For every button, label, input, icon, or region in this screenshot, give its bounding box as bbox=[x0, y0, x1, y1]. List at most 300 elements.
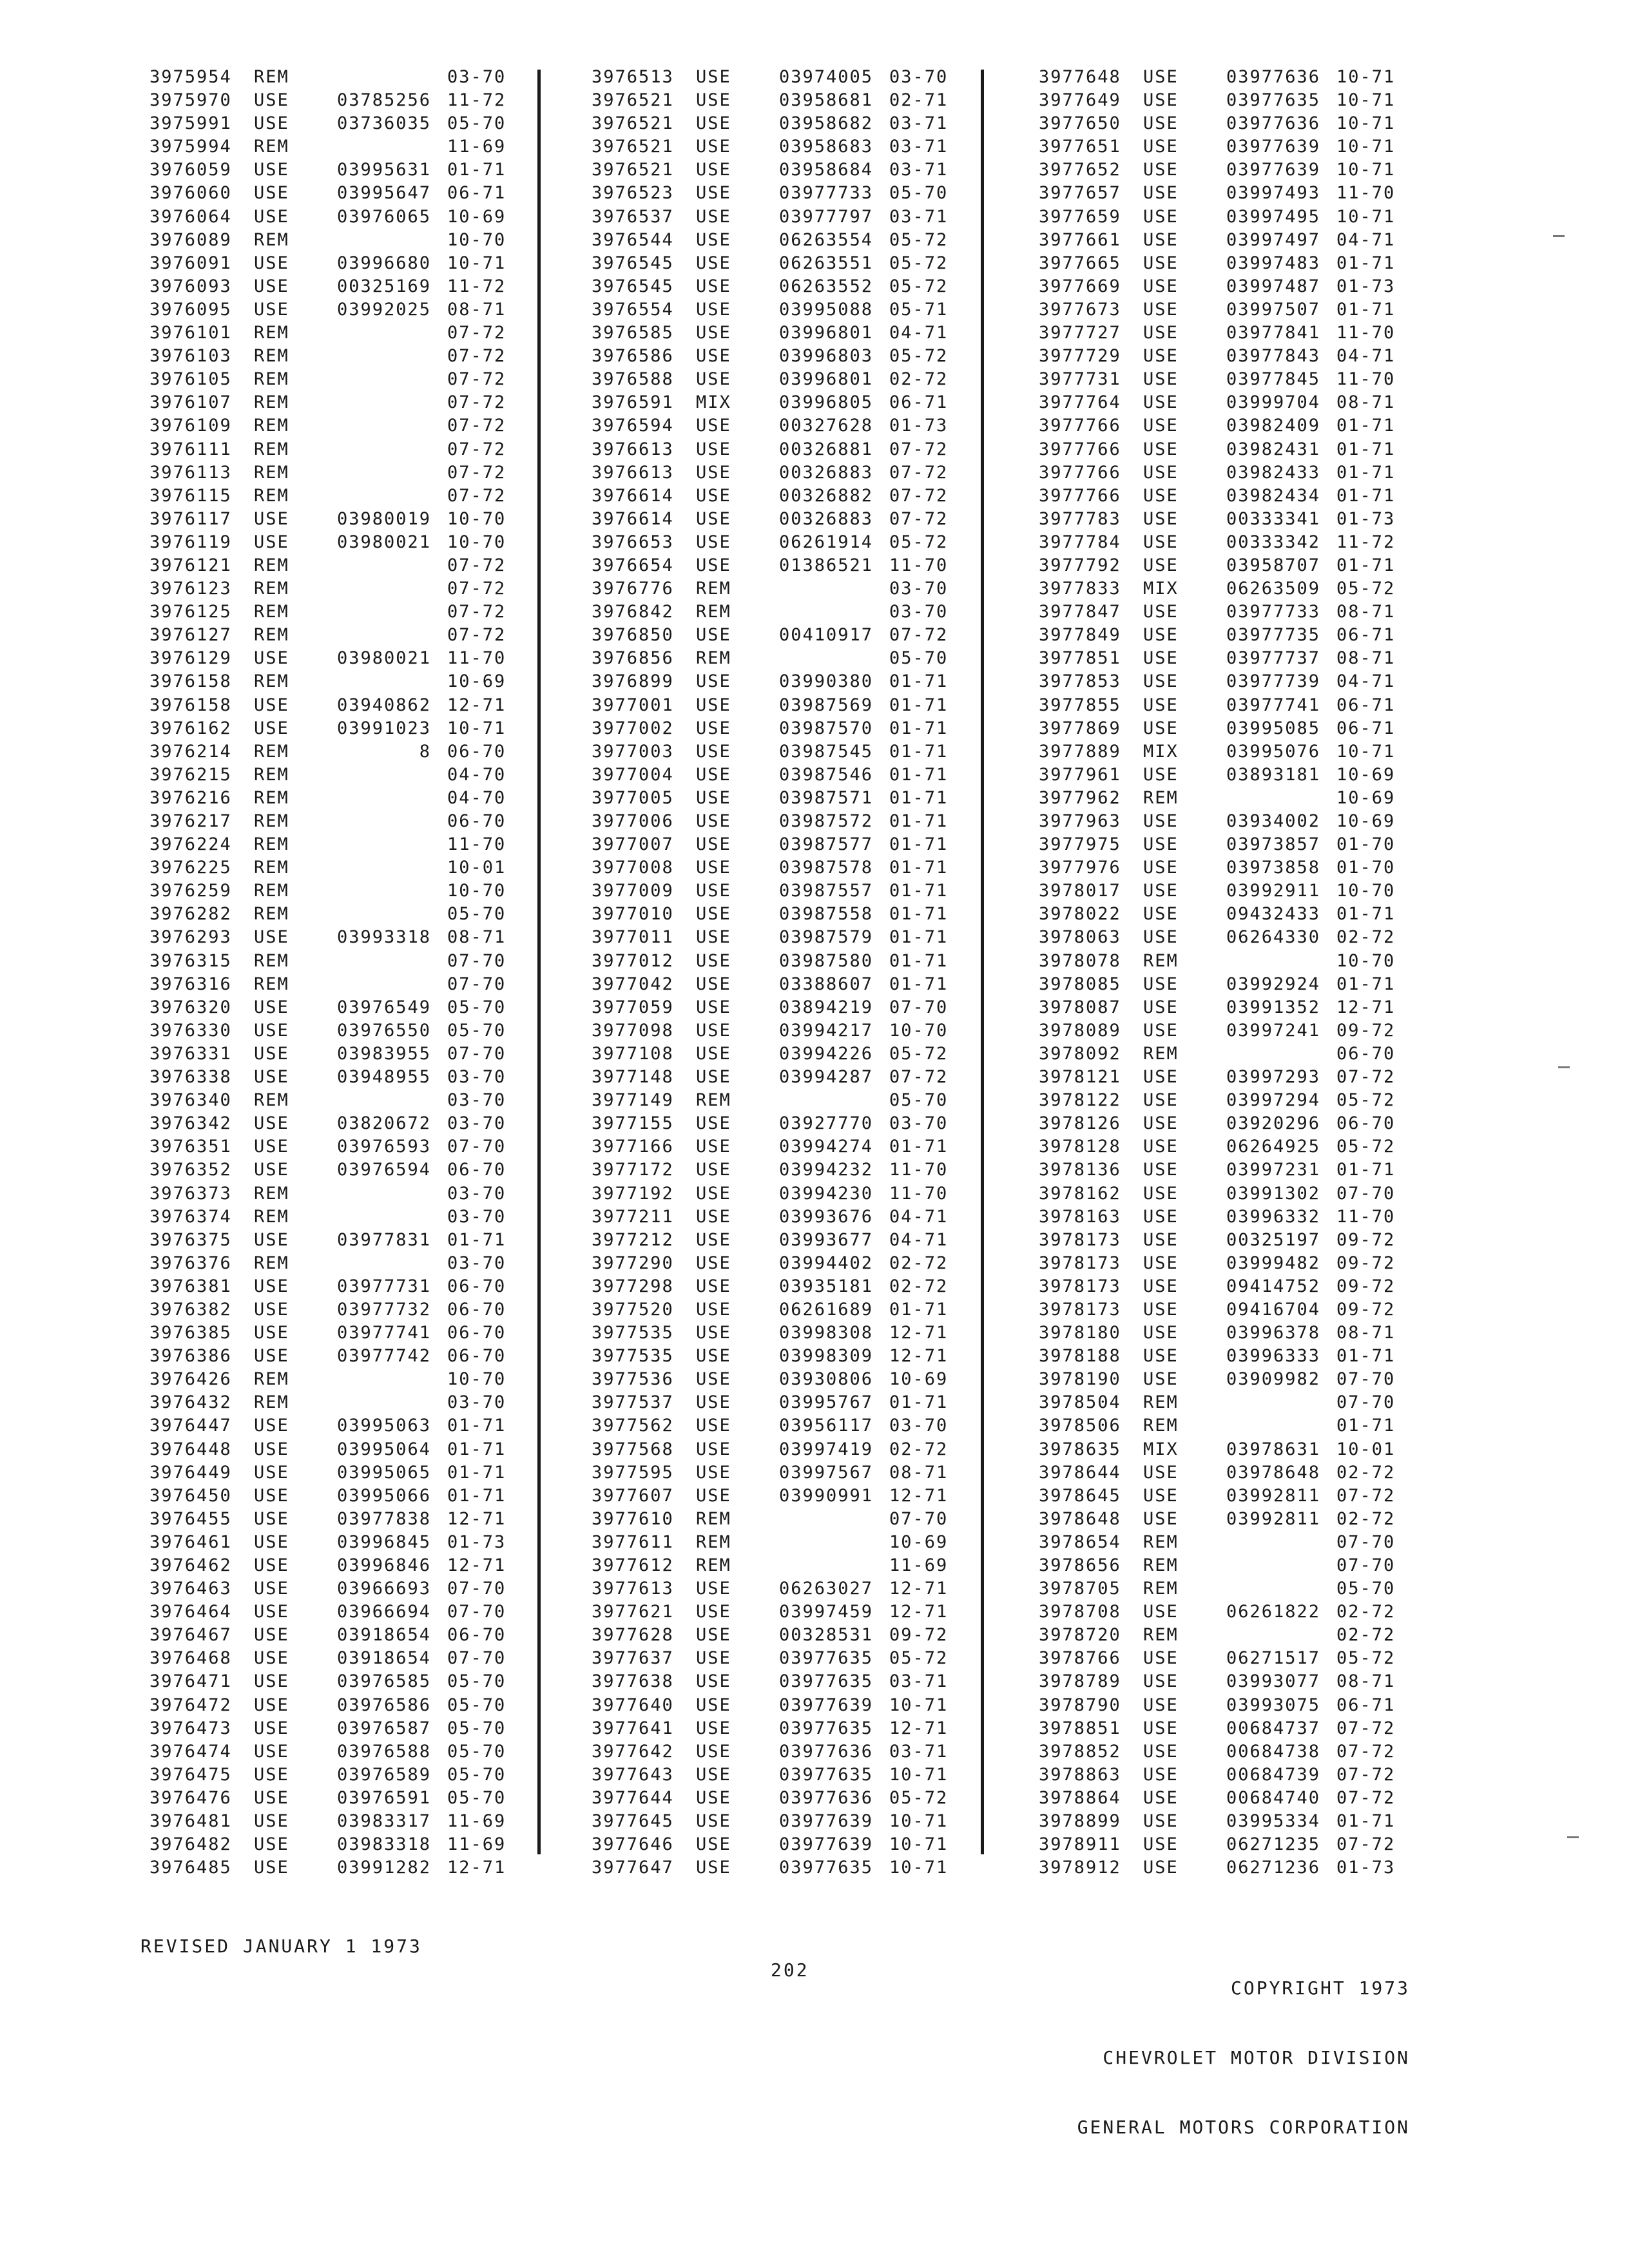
disposition-code: REM bbox=[254, 1090, 289, 1111]
list-item bbox=[1039, 159, 1407, 182]
list-item bbox=[1039, 1740, 1407, 1763]
effective-date: 05-70 bbox=[447, 1695, 506, 1715]
disposition-code: USE bbox=[1143, 1602, 1179, 1622]
replacement-part-number: 03990991 bbox=[778, 1485, 873, 1506]
effective-date: 12-71 bbox=[889, 1579, 949, 1599]
part-number: 3976259 bbox=[149, 881, 232, 901]
effective-date: 07-72 bbox=[447, 485, 506, 506]
replacement-part-number: 03977639 bbox=[1226, 160, 1320, 180]
disposition-code: USE bbox=[1143, 1067, 1179, 1088]
part-number: 3976614 bbox=[592, 485, 674, 506]
list-item bbox=[149, 1066, 518, 1089]
replacement-part-number bbox=[305, 1368, 447, 1391]
part-number: 3976117 bbox=[149, 508, 232, 529]
disposition-code: USE bbox=[696, 1811, 731, 1832]
part-number: 3977665 bbox=[1039, 253, 1121, 273]
part-number: 3978506 bbox=[1039, 1416, 1121, 1436]
replacement-part-number: 03987579 bbox=[778, 927, 873, 948]
disposition-code: REM bbox=[254, 416, 289, 436]
part-number: 3978766 bbox=[1039, 1648, 1121, 1669]
disposition-code: USE bbox=[696, 1648, 731, 1669]
disposition-code: USE bbox=[696, 1020, 731, 1041]
replacement-part-number: 03977733 bbox=[778, 183, 873, 204]
disposition-code: USE bbox=[1143, 323, 1179, 343]
effective-date: 10-70 bbox=[447, 1369, 506, 1390]
replacement-part-number: 03997493 bbox=[1226, 183, 1320, 204]
replacement-part-number: 03977636 bbox=[1226, 67, 1320, 87]
part-number: 3976591 bbox=[592, 392, 674, 413]
disposition-code: USE bbox=[1143, 90, 1179, 111]
list-item bbox=[149, 856, 518, 879]
effective-date: 04-70 bbox=[447, 787, 506, 808]
effective-date: 06-70 bbox=[1336, 1043, 1396, 1064]
list-item bbox=[592, 1252, 960, 1275]
disposition-code: USE bbox=[254, 1067, 289, 1088]
part-number: 3977869 bbox=[1039, 718, 1121, 738]
disposition-code: USE bbox=[696, 1787, 731, 1808]
replacement-part-number: 03994226 bbox=[778, 1043, 873, 1064]
list-item bbox=[1039, 1787, 1407, 1810]
effective-date: 03-70 bbox=[889, 1416, 949, 1436]
part-number: 3976654 bbox=[592, 555, 674, 575]
part-number: 3976225 bbox=[149, 858, 232, 878]
effective-date: 08-71 bbox=[1336, 1323, 1396, 1343]
effective-date: 06-70 bbox=[447, 1625, 506, 1646]
list-item bbox=[1039, 1321, 1407, 1345]
effective-date: 07-70 bbox=[447, 974, 506, 994]
effective-date: 01-71 bbox=[1336, 439, 1396, 459]
part-number: 3977853 bbox=[1039, 671, 1121, 692]
list-item bbox=[1039, 345, 1407, 368]
replacement-part-number: 03991282 bbox=[336, 1858, 431, 1878]
part-number: 3977042 bbox=[592, 974, 674, 994]
part-number: 3978128 bbox=[1039, 1137, 1121, 1157]
list-item bbox=[592, 1089, 960, 1112]
disposition-code: USE bbox=[696, 1671, 731, 1692]
replacement-part-number: 03997495 bbox=[1226, 206, 1320, 227]
replacement-part-number: 00333341 bbox=[1226, 508, 1320, 529]
replacement-part-number: 03974005 bbox=[778, 67, 873, 87]
list-item bbox=[1039, 135, 1407, 159]
replacement-part-number: 03918654 bbox=[336, 1648, 431, 1669]
disposition-code: REM bbox=[254, 1183, 289, 1204]
list-item bbox=[592, 1206, 960, 1229]
effective-date: 07-70 bbox=[1336, 1369, 1396, 1390]
list-item bbox=[149, 368, 518, 391]
effective-date: 03-70 bbox=[447, 1253, 506, 1273]
list-item bbox=[592, 1763, 960, 1787]
effective-date: 01-71 bbox=[1336, 462, 1396, 483]
list-item bbox=[149, 438, 518, 461]
part-number: 3977961 bbox=[1039, 764, 1121, 785]
part-number: 3978644 bbox=[1039, 1462, 1121, 1483]
disposition-code: USE bbox=[696, 323, 731, 343]
effective-date: 02-72 bbox=[889, 1276, 949, 1296]
part-number: 3976850 bbox=[592, 625, 674, 646]
part-number: 3976121 bbox=[149, 555, 232, 575]
disposition-code: USE bbox=[254, 695, 289, 715]
disposition-code: USE bbox=[1143, 974, 1179, 994]
replacement-part-number: 00684739 bbox=[1226, 1764, 1320, 1785]
replacement-part-number: 03995064 bbox=[336, 1439, 431, 1459]
disposition-code: USE bbox=[696, 416, 731, 436]
part-number: 3976449 bbox=[149, 1462, 232, 1483]
list-item bbox=[592, 1112, 960, 1135]
effective-date: 05-70 bbox=[447, 1718, 506, 1738]
disposition-code: USE bbox=[1143, 602, 1179, 622]
replacement-part-number: 03976586 bbox=[336, 1695, 431, 1715]
replacement-part-number: 03987570 bbox=[778, 718, 873, 738]
effective-date: 05-70 bbox=[889, 648, 949, 669]
list-item bbox=[1039, 1624, 1407, 1647]
disposition-code: USE bbox=[1143, 508, 1179, 529]
replacement-part-number bbox=[305, 1182, 447, 1206]
replacement-part-number: 03993318 bbox=[336, 927, 431, 948]
effective-date: 11-70 bbox=[1336, 323, 1396, 343]
replacement-part-number: 03991352 bbox=[1226, 997, 1320, 1017]
disposition-code: REM bbox=[1143, 1416, 1179, 1436]
effective-date: 10-71 bbox=[447, 253, 506, 273]
replacement-part-number: 03992924 bbox=[1226, 974, 1320, 994]
replacement-part-number: 03983318 bbox=[336, 1834, 431, 1855]
replacement-part-number: 03388607 bbox=[778, 974, 873, 994]
effective-date: 11-70 bbox=[447, 648, 506, 669]
effective-date: 01-71 bbox=[1336, 974, 1396, 994]
list-item bbox=[592, 1787, 960, 1810]
part-number: 3977290 bbox=[592, 1253, 674, 1273]
list-item bbox=[592, 159, 960, 182]
disposition-code: USE bbox=[696, 299, 731, 320]
disposition-code: USE bbox=[254, 1602, 289, 1622]
disposition-code: USE bbox=[1143, 206, 1179, 227]
part-number: 3976653 bbox=[592, 532, 674, 552]
disposition-code: REM bbox=[254, 671, 289, 692]
disposition-code: USE bbox=[1143, 369, 1179, 390]
replacement-part-number: 03976591 bbox=[336, 1787, 431, 1808]
replacement-part-number: 03976585 bbox=[336, 1671, 431, 1692]
part-number: 3976554 bbox=[592, 299, 674, 320]
effective-date: 05-72 bbox=[889, 1043, 949, 1064]
replacement-part-number: 03993077 bbox=[1226, 1671, 1320, 1692]
disposition-code: USE bbox=[254, 1555, 289, 1575]
effective-date: 05-72 bbox=[889, 229, 949, 250]
replacement-part-number: 03977739 bbox=[1226, 671, 1320, 692]
disposition-code: USE bbox=[1143, 160, 1179, 180]
replacement-part-number: 00410917 bbox=[778, 625, 873, 646]
division-line: CHEVROLET MOTOR DIVISION bbox=[1103, 2047, 1410, 2068]
part-number: 3976375 bbox=[149, 1229, 232, 1250]
part-number: 3978087 bbox=[1039, 997, 1121, 1017]
disposition-code: USE bbox=[696, 1764, 731, 1785]
list-item bbox=[149, 508, 518, 531]
disposition-code: REM bbox=[1143, 1625, 1179, 1646]
effective-date: 09-72 bbox=[1336, 1276, 1396, 1296]
list-item bbox=[1039, 1647, 1407, 1670]
disposition-code: REM bbox=[254, 323, 289, 343]
effective-date: 05-70 bbox=[889, 183, 949, 204]
effective-date: 01-71 bbox=[1336, 416, 1396, 436]
list-item bbox=[592, 1321, 960, 1345]
replacement-part-number bbox=[1195, 787, 1336, 810]
list-item bbox=[592, 66, 960, 89]
disposition-code: USE bbox=[696, 764, 731, 785]
list-item bbox=[149, 1508, 518, 1531]
replacement-part-number: 06261914 bbox=[778, 532, 873, 552]
part-number: 3978188 bbox=[1039, 1346, 1121, 1367]
copyright-block bbox=[1077, 1930, 1410, 2162]
list-item bbox=[149, 1391, 518, 1414]
effective-date: 07-70 bbox=[447, 1648, 506, 1669]
list-item bbox=[592, 368, 960, 391]
effective-date: 07-72 bbox=[889, 625, 949, 646]
list-item bbox=[592, 554, 960, 577]
effective-date: 03-70 bbox=[447, 1113, 506, 1134]
part-number: 3978173 bbox=[1039, 1253, 1121, 1273]
part-number: 3976468 bbox=[149, 1648, 232, 1669]
part-number: 3977792 bbox=[1039, 555, 1121, 575]
effective-date: 02-72 bbox=[889, 1439, 949, 1459]
effective-date: 07-72 bbox=[1336, 1764, 1396, 1785]
part-number: 3976340 bbox=[149, 1090, 232, 1111]
replacement-part-number: 03987558 bbox=[778, 904, 873, 925]
part-number: 3976216 bbox=[149, 787, 232, 808]
effective-date: 04-71 bbox=[889, 1229, 949, 1250]
part-number: 3977783 bbox=[1039, 508, 1121, 529]
disposition-code: USE bbox=[1143, 1462, 1179, 1483]
part-number: 3977646 bbox=[592, 1834, 674, 1855]
part-number: 3978635 bbox=[1039, 1439, 1121, 1459]
replacement-part-number: 09416704 bbox=[1226, 1299, 1320, 1320]
disposition-code: USE bbox=[696, 811, 731, 831]
disposition-code: USE bbox=[696, 1113, 731, 1134]
disposition-code: USE bbox=[696, 1346, 731, 1367]
disposition-code: USE bbox=[254, 1625, 289, 1646]
list-item bbox=[1039, 764, 1407, 787]
list-item bbox=[149, 1206, 518, 1229]
part-number: 3976432 bbox=[149, 1392, 232, 1413]
list-item bbox=[592, 1019, 960, 1043]
disposition-code: USE bbox=[696, 206, 731, 227]
effective-date: 07-70 bbox=[447, 1579, 506, 1599]
disposition-code: USE bbox=[696, 1718, 731, 1738]
disposition-code: REM bbox=[254, 764, 289, 785]
part-number: 3976330 bbox=[149, 1020, 232, 1041]
list-item bbox=[149, 1577, 518, 1600]
list-item bbox=[1039, 624, 1407, 647]
list-item bbox=[592, 1647, 960, 1670]
disposition-code: USE bbox=[254, 1508, 289, 1529]
replacement-part-number: 00325197 bbox=[1226, 1229, 1320, 1250]
list-item bbox=[1039, 112, 1407, 135]
effective-date: 12-71 bbox=[447, 695, 506, 715]
part-number: 3976091 bbox=[149, 253, 232, 273]
disposition-code: USE bbox=[1143, 555, 1179, 575]
replacement-part-number: 03987569 bbox=[778, 695, 873, 715]
replacement-part-number bbox=[1195, 1043, 1336, 1066]
disposition-code: USE bbox=[254, 90, 289, 111]
list-item bbox=[149, 1229, 518, 1252]
replacement-part-number: 03997294 bbox=[1226, 1090, 1320, 1111]
disposition-code: USE bbox=[696, 1160, 731, 1180]
margin-mark bbox=[1553, 235, 1565, 237]
effective-date: 09-72 bbox=[1336, 1020, 1396, 1041]
disposition-code: USE bbox=[1143, 1137, 1179, 1157]
effective-date: 06-71 bbox=[1336, 695, 1396, 715]
list-item bbox=[592, 1368, 960, 1391]
effective-date: 03-70 bbox=[447, 1183, 506, 1204]
replacement-part-number: 03973857 bbox=[1226, 834, 1320, 855]
replacement-part-number: 8 bbox=[419, 741, 431, 762]
replacement-part-number: 03977841 bbox=[1226, 323, 1320, 343]
list-item bbox=[149, 1763, 518, 1787]
list-item bbox=[592, 229, 960, 252]
effective-date: 03-71 bbox=[889, 137, 949, 157]
part-number: 3977642 bbox=[592, 1741, 674, 1762]
list-item bbox=[1039, 1158, 1407, 1182]
replacement-part-number: 03976594 bbox=[336, 1160, 431, 1180]
list-item bbox=[149, 414, 518, 437]
disposition-code: USE bbox=[696, 1858, 731, 1878]
list-item bbox=[1039, 1531, 1407, 1554]
effective-date: 01-71 bbox=[1336, 485, 1396, 506]
part-number: 3976115 bbox=[149, 485, 232, 506]
replacement-part-number: 03997241 bbox=[1226, 1020, 1320, 1041]
list-item bbox=[149, 1368, 518, 1391]
disposition-code: USE bbox=[254, 206, 289, 227]
part-number: 3976545 bbox=[592, 253, 674, 273]
replacement-part-number: 03995066 bbox=[336, 1485, 431, 1506]
disposition-code: REM bbox=[696, 1555, 731, 1575]
effective-date: 01-71 bbox=[1336, 1160, 1396, 1180]
part-number: 3976386 bbox=[149, 1346, 232, 1367]
part-number: 3976127 bbox=[149, 625, 232, 646]
list-item bbox=[592, 206, 960, 229]
list-item bbox=[1039, 1182, 1407, 1206]
list-item bbox=[1039, 787, 1407, 810]
part-number: 3976093 bbox=[149, 276, 232, 296]
effective-date: 10-71 bbox=[889, 1695, 949, 1715]
disposition-code: USE bbox=[254, 927, 289, 948]
replacement-part-number: 03978631 bbox=[1226, 1439, 1320, 1459]
replacement-part-number: 03820672 bbox=[336, 1113, 431, 1134]
disposition-code: MIX bbox=[1143, 1439, 1179, 1459]
disposition-code: USE bbox=[1143, 1718, 1179, 1738]
part-number: 3977011 bbox=[592, 927, 674, 948]
replacement-part-number bbox=[1195, 950, 1336, 973]
part-number: 3976521 bbox=[592, 90, 674, 111]
disposition-code: REM bbox=[254, 950, 289, 971]
disposition-code: REM bbox=[254, 369, 289, 390]
replacement-part-number: 00325169 bbox=[336, 276, 431, 296]
disposition-code: USE bbox=[696, 625, 731, 646]
list-item bbox=[1039, 508, 1407, 531]
part-number: 3978789 bbox=[1039, 1671, 1121, 1692]
effective-date: 05-70 bbox=[889, 1090, 949, 1111]
disposition-code: USE bbox=[1143, 1323, 1179, 1343]
effective-date: 04-71 bbox=[889, 1206, 949, 1227]
list-item bbox=[149, 601, 518, 624]
disposition-code: USE bbox=[696, 369, 731, 390]
disposition-code: REM bbox=[254, 462, 289, 483]
list-item bbox=[592, 531, 960, 554]
list-item bbox=[1039, 670, 1407, 693]
disposition-code: REM bbox=[254, 811, 289, 831]
effective-date: 02-72 bbox=[889, 369, 949, 390]
part-number: 3978173 bbox=[1039, 1276, 1121, 1296]
replacement-part-number: 03996846 bbox=[336, 1555, 431, 1575]
list-item bbox=[1039, 717, 1407, 740]
list-item bbox=[1039, 1252, 1407, 1275]
replacement-part-number: 03994274 bbox=[778, 1137, 873, 1157]
list-item bbox=[149, 1810, 518, 1833]
replacement-part-number bbox=[305, 810, 447, 833]
replacement-part-number: 03996680 bbox=[336, 253, 431, 273]
effective-date: 05-72 bbox=[1336, 1648, 1396, 1669]
list-item bbox=[149, 345, 518, 368]
list-item bbox=[149, 1740, 518, 1763]
effective-date: 03-70 bbox=[889, 602, 949, 622]
effective-date: 05-70 bbox=[447, 1787, 506, 1808]
disposition-code: REM bbox=[1143, 1532, 1179, 1552]
effective-date: 03-70 bbox=[889, 579, 949, 599]
replacement-part-number: 03987546 bbox=[778, 764, 873, 785]
list-item bbox=[592, 833, 960, 856]
part-number: 3976373 bbox=[149, 1183, 232, 1204]
disposition-code: USE bbox=[1143, 695, 1179, 715]
effective-date: 06-70 bbox=[447, 741, 506, 762]
disposition-code: USE bbox=[254, 532, 289, 552]
part-number: 3977766 bbox=[1039, 416, 1121, 436]
effective-date: 04-70 bbox=[447, 764, 506, 785]
list-item bbox=[149, 1438, 518, 1461]
parts-column-1 bbox=[149, 66, 518, 1879]
disposition-code: USE bbox=[254, 718, 289, 738]
effective-date: 06-71 bbox=[447, 183, 506, 204]
replacement-part-number bbox=[305, 1206, 447, 1229]
replacement-part-number: 03977742 bbox=[336, 1346, 431, 1367]
list-item bbox=[1039, 1600, 1407, 1624]
effective-date: 05-72 bbox=[1336, 1137, 1396, 1157]
list-item bbox=[592, 577, 960, 601]
part-number: 3976376 bbox=[149, 1253, 232, 1273]
list-item bbox=[149, 787, 518, 810]
disposition-code: USE bbox=[254, 1439, 289, 1459]
effective-date: 01-71 bbox=[1336, 555, 1396, 575]
replacement-part-number: 03958707 bbox=[1226, 555, 1320, 575]
list-item bbox=[1039, 1833, 1407, 1856]
disposition-code: USE bbox=[696, 555, 731, 575]
part-number: 3977649 bbox=[1039, 90, 1121, 111]
list-item bbox=[149, 1485, 518, 1508]
part-number: 3976109 bbox=[149, 416, 232, 436]
part-number: 3978162 bbox=[1039, 1183, 1121, 1204]
part-number: 3976471 bbox=[149, 1671, 232, 1692]
part-number: 3976613 bbox=[592, 439, 674, 459]
replacement-part-number: 03994287 bbox=[778, 1067, 873, 1088]
part-number: 3977562 bbox=[592, 1416, 674, 1436]
part-number: 3977008 bbox=[592, 858, 674, 878]
replacement-part-number: 03996332 bbox=[1226, 1206, 1320, 1227]
replacement-part-number: 03978648 bbox=[1226, 1462, 1320, 1483]
disposition-code: USE bbox=[1143, 1648, 1179, 1669]
effective-date: 10-69 bbox=[1336, 811, 1396, 831]
part-number: 3976105 bbox=[149, 369, 232, 390]
list-item bbox=[592, 1694, 960, 1717]
list-item bbox=[149, 1647, 518, 1670]
effective-date: 05-70 bbox=[447, 1764, 506, 1785]
disposition-code: USE bbox=[696, 1439, 731, 1459]
effective-date: 10-71 bbox=[1336, 113, 1396, 134]
